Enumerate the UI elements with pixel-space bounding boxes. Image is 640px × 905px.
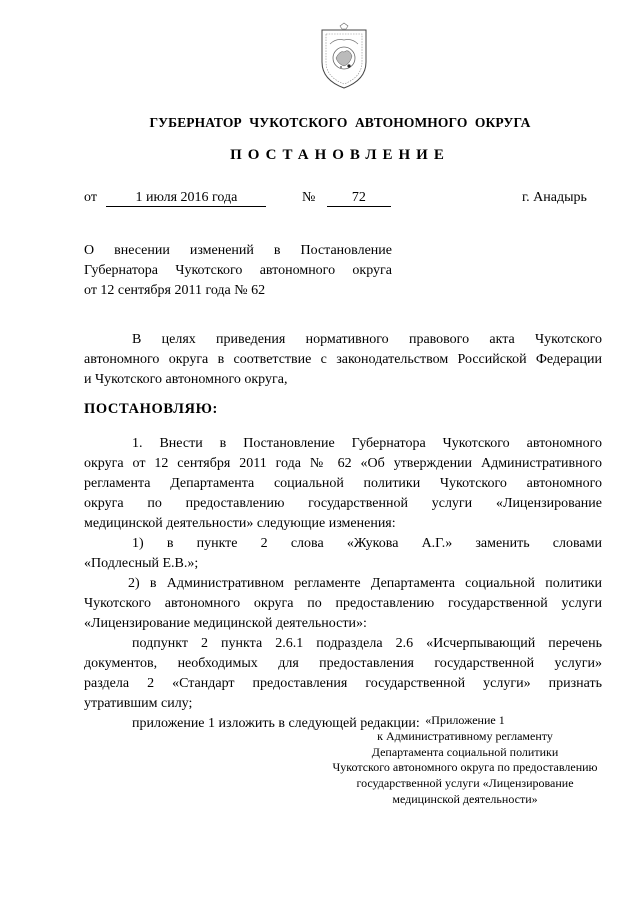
clause-line: округа от 12 сентября 2011 года № 62 «Об утверждении Административного <box>84 456 602 471</box>
document-subject <box>84 241 392 301</box>
preamble-line: В целях приведения нормативного правового акта Чукотского <box>132 332 602 347</box>
clause-line: документов, необходимых для предоставления государственной услуги» <box>84 656 602 671</box>
appendix-line: медицинской деятельности» <box>392 791 538 806</box>
date-label: от <box>84 190 97 205</box>
clause-line: медицинской деятельности» следующие изменения: <box>84 516 396 531</box>
appendix-line: Чукотского автономного округа по предоставлению <box>332 760 598 775</box>
clause-line: «Подлесный Е.В.»; <box>84 556 199 571</box>
resolve-heading: ПОСТАНОВЛЯЮ: <box>84 401 218 417</box>
clause-line: 1) в пункте 2 слова «Жукова А.Г.» заменить словами <box>132 536 602 551</box>
document-number: 72 <box>327 190 391 207</box>
clause-line: 2) в Административном регламенте Департамента социальной политики <box>128 576 602 591</box>
document-number-block <box>302 190 391 210</box>
clause-line: Чукотского автономного округа по предоставлению государственной услуги <box>84 596 602 611</box>
clause-line: раздела 2 «Стандарт предоставления государственной услуги» признать <box>84 676 602 691</box>
clauses-section <box>84 434 602 734</box>
clause-line: округа по предоставлению государственной услуги «Лицензирование <box>84 496 602 511</box>
issuing-authority: ГУБЕРНАТОР ЧУКОТСКОГО АВТОНОМНОГО ОКРУГА <box>149 115 531 130</box>
document-date-block <box>84 190 266 210</box>
clause-line: подпункт 2 пункта 2.6.1 подраздела 2.6 «Исчерпывающий перечень <box>132 636 602 651</box>
subject-line: О внесении изменений в Постановление <box>84 243 392 258</box>
appendix-line: государственной услуги «Лицензирование <box>356 776 574 791</box>
clause-line: приложение 1 изложить в следующей редакции: <box>132 716 420 731</box>
coat-of-arms-emblem <box>316 22 372 90</box>
document-date: 1 июля 2016 года <box>106 190 266 207</box>
preamble-line: автономного округа в соответствие с законодательством Российской Федерации <box>84 352 602 367</box>
clause-line: «Лицензирование медицинской деятельности»: <box>84 616 367 631</box>
appendix-line: Департамента социальной политики <box>371 744 559 759</box>
preamble-paragraph <box>84 330 602 390</box>
appendix-header <box>300 713 630 808</box>
clause-line: 1. Внести в Постановление Губернатора Чукотского автономного <box>132 436 602 451</box>
subject-line: от 12 сентября 2011 года № 62 <box>84 283 266 298</box>
clause-line: утратившим силу; <box>84 696 193 711</box>
appendix-line: «Приложение 1 <box>425 713 505 727</box>
document-type-title: ПОСТАНОВЛЕНИЕ <box>230 147 450 163</box>
clause-line: регламента Департамента социальной политики Чукотского автономного <box>84 476 602 491</box>
preamble-line: и Чукотского автономного округа, <box>84 372 288 387</box>
number-label: № <box>302 190 316 205</box>
subject-line: Губернатора Чукотского автономного округа <box>84 263 392 278</box>
document-city: г. Анадырь <box>522 190 587 205</box>
appendix-line: к Административному регламенту <box>377 728 553 743</box>
